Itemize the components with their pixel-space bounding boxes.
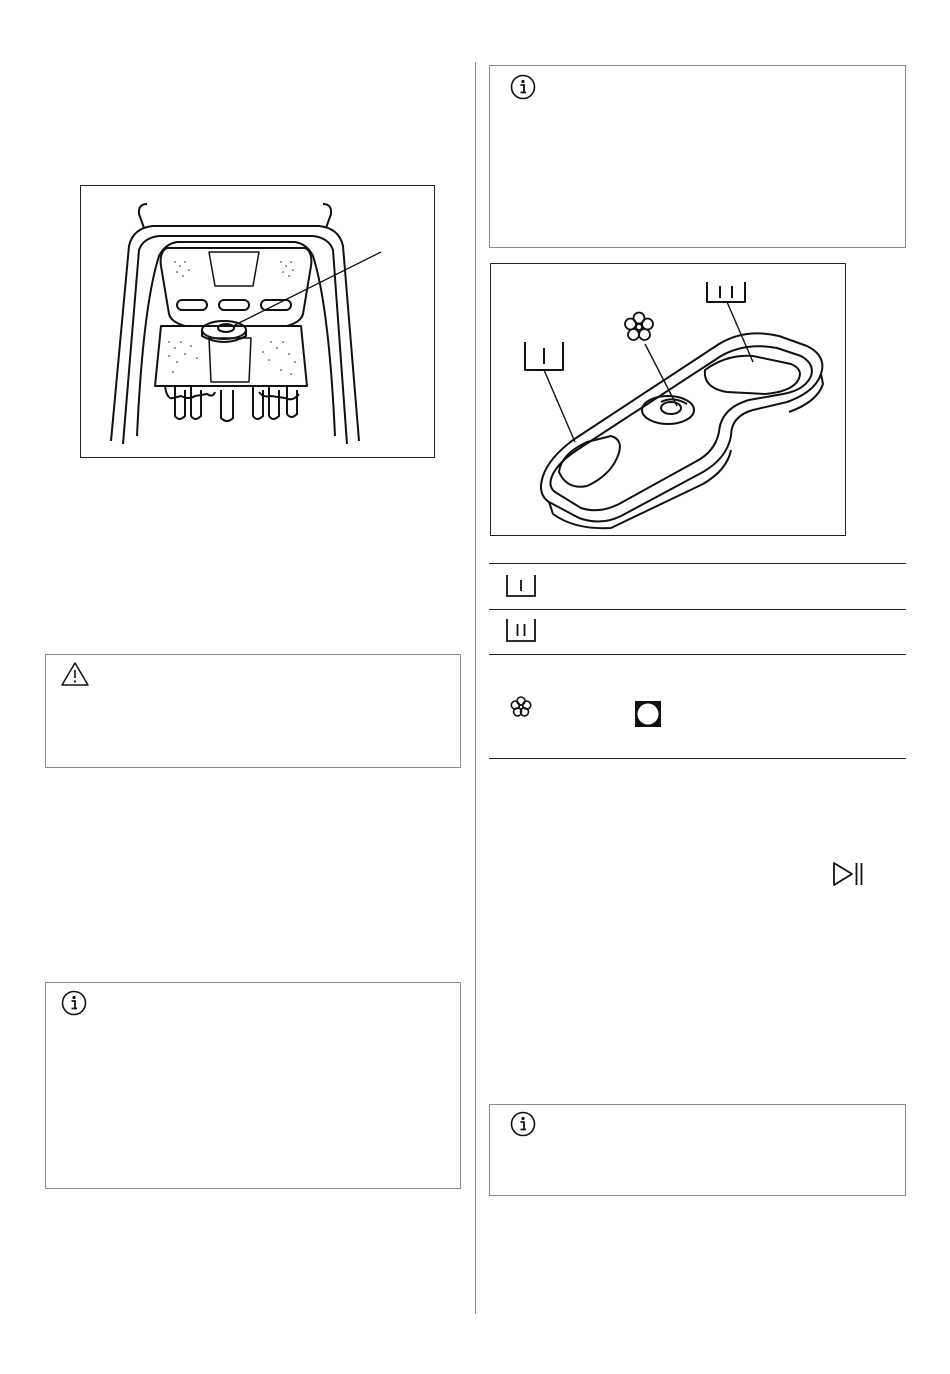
softener-flower-icon	[509, 695, 533, 719]
dispenser-figure-left	[80, 185, 435, 458]
legend-row-softener	[489, 655, 906, 758]
info-icon	[510, 74, 536, 100]
info-icon	[61, 990, 87, 1016]
mainwash-label-frame	[707, 282, 745, 302]
max-level-square-icon	[635, 701, 661, 727]
info-note-top-right	[489, 65, 906, 248]
legend-row-prewash	[489, 564, 906, 609]
column-divider	[475, 62, 476, 1314]
start-pause-icon	[832, 861, 864, 887]
softener-flower-label	[625, 313, 653, 341]
info-note-bottom-right	[489, 1104, 906, 1196]
warning-note-left	[45, 654, 461, 768]
dispenser-compartments-illustration	[491, 264, 845, 535]
info-icon	[510, 1111, 536, 1137]
dispenser-figure-right	[490, 263, 846, 536]
warning-icon	[60, 661, 90, 687]
legend-rule-bottom	[489, 758, 906, 759]
dispenser-in-drum-illustration	[81, 186, 434, 457]
mainwash-compartment-icon	[505, 618, 537, 644]
legend-row-mainwash	[489, 610, 906, 654]
info-note-left	[45, 982, 461, 1189]
prewash-compartment-icon	[505, 574, 537, 598]
